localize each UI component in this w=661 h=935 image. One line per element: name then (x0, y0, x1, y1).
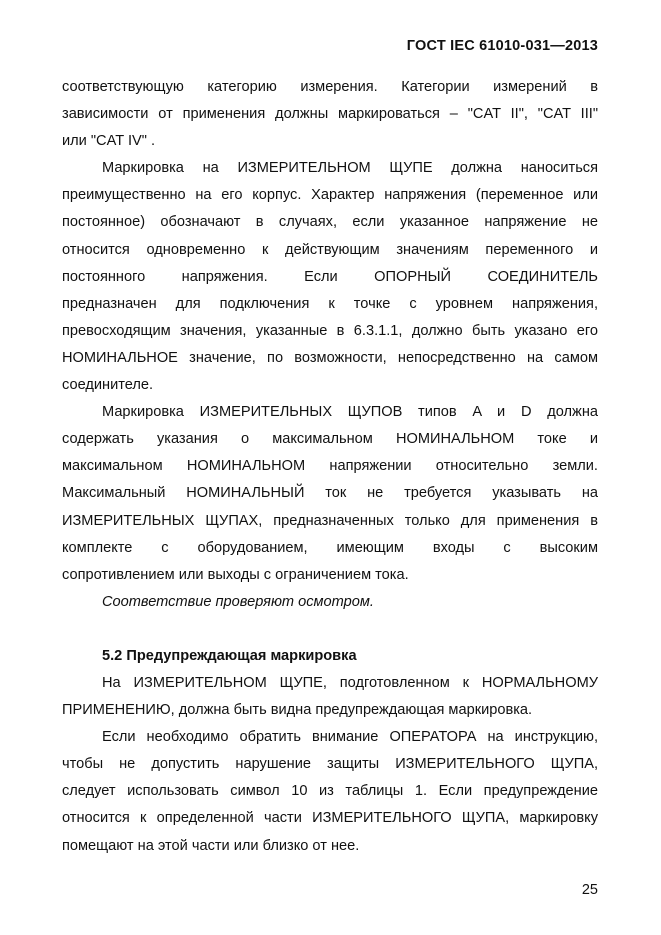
paragraph-probe-types-marking (62, 399, 598, 589)
text-line: Маркировка на ИЗМЕРИТЕЛЬНОМ ЩУПЕ должна наноситься (102, 160, 598, 177)
text-line: относится к определенной части ИЗМЕРИТЕЛЬНОГО ЩУПА, маркировку (62, 810, 598, 827)
text-line: следует использовать символ 10 из таблицы 1. Если предупреждение (62, 783, 598, 800)
page-number: 25 (581, 882, 598, 898)
paragraph-probe-marking (62, 155, 598, 399)
section-heading (62, 643, 598, 670)
text-line: чтобы не допустить нарушение защиты ИЗМЕРИТЕЛЬНОГО ЩУПА, (62, 756, 598, 773)
text-line: или "CAT IV" . (62, 133, 156, 150)
text-line: помещают на этой части или близко от нее. (62, 837, 360, 854)
text-line: относится одновременно к действующим значениям переменного и (62, 241, 598, 258)
text-line: преимущественно на его корпус. Характер напряжения (переменное или (62, 187, 598, 204)
text-line: Если необходимо обратить внимание ОПЕРАТОРА на инструкцию, (102, 729, 598, 746)
text-line: соединителе. (62, 377, 154, 394)
text-line: комплекте с оборудованием, имеющим входы с высоким (62, 539, 598, 556)
paragraph-warning-visibility (62, 670, 598, 724)
text-line: На ИЗМЕРИТЕЛЬНОМ ЩУПЕ, подготовленном к НОРМАЛЬНОМУ (102, 674, 598, 691)
text-line: Соответствие проверяют осмотром. (102, 593, 374, 610)
text-line: сопротивлением или выходы с ограничением тока. (62, 566, 409, 583)
section-spacer (62, 616, 598, 643)
text-line: Максимальный НОМИНАЛЬНЫЙ ток не требуется указывать на (62, 485, 598, 502)
text-line: ИЗМЕРИТЕЛЬНЫХ ЩУПАХ, предназначенных только для применения в (62, 512, 598, 529)
text-line: ПРИМЕНЕНИЮ, должна быть видна предупреждающая маркировка. (62, 702, 533, 719)
text-line: Маркировка ИЗМЕРИТЕЛЬНЫХ ЩУПОВ типов A и D должна (102, 404, 598, 421)
text-line: максимальном НОМИНАЛЬНОМ напряжении относительно земли. (62, 458, 598, 475)
text-line: НОМИНАЛЬНОЕ значение, по возможности, непосредственно на самом (62, 349, 598, 366)
section-title: 5.2 Предупреждающая маркировка (102, 647, 357, 664)
document-header: ГОСТ IEC 61010-031—2013 (406, 38, 598, 54)
paragraph-category-marking (62, 74, 598, 155)
text-line: постоянное) обозначают в случаях, если указанное напряжение не (62, 214, 598, 231)
text-line: превосходящим значения, указанные в 6.3.1.1, должно быть указано его (62, 322, 598, 339)
compliance-note (62, 589, 598, 616)
text-line: предназначен для подключения к точке с уровнем напряжения, (62, 295, 598, 312)
text-line: зависимости от применения должны маркироваться – "CAT II", "CAT III" (62, 106, 598, 123)
text-line: постоянного напряжения. Если ОПОРНЫЙ СОЕДИНИТЕЛЬ (62, 268, 598, 285)
text-line: соответствующую категорию измерения. Категории измерений в (62, 79, 598, 95)
document-body (62, 74, 598, 860)
paragraph-warning-symbol (62, 724, 598, 859)
text-line: содержать указания о максимальном НОМИНАЛЬНОМ токе и (62, 431, 598, 448)
